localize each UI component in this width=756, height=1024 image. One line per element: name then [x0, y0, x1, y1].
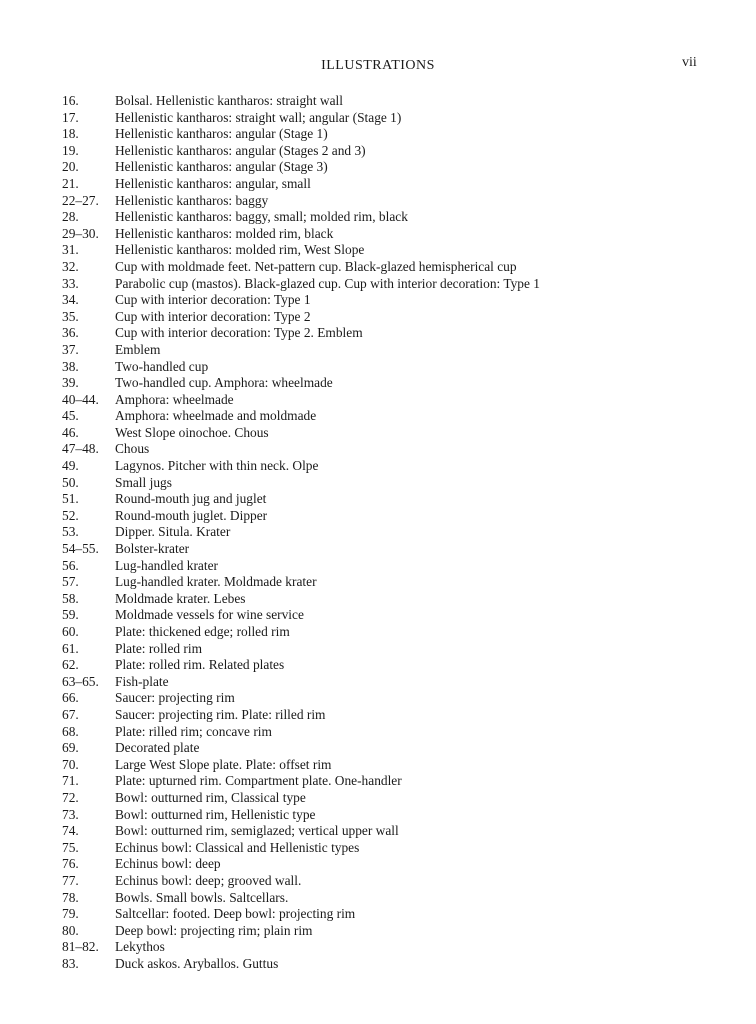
- list-item: [62, 790, 722, 807]
- figure-caption: Fish-plate: [115, 673, 169, 689]
- figure-caption: Lekythos: [115, 939, 165, 955]
- list-item: [62, 856, 722, 873]
- figure-caption: Hellenistic kantharos: angular (Stage 1): [115, 126, 328, 142]
- list-item: [62, 923, 722, 940]
- figure-number: 17.: [62, 109, 79, 125]
- figure-number: 21.: [62, 175, 79, 191]
- figure-number: 51.: [62, 491, 79, 507]
- figure-caption: Cup with interior decoration: Type 1: [115, 292, 311, 308]
- list-item: [62, 392, 722, 409]
- list-item: [62, 143, 722, 160]
- figure-caption: Two-handled cup. Amphora: wheelmade: [115, 375, 333, 391]
- figure-number: 22–27.: [62, 192, 99, 208]
- page-number: vii: [682, 55, 697, 70]
- figure-number: 80.: [62, 922, 79, 938]
- figure-number: 68.: [62, 723, 79, 739]
- list-item: [62, 93, 722, 110]
- figure-number: 78.: [62, 889, 79, 905]
- figure-number: 57.: [62, 574, 79, 590]
- figure-caption: Lagynos. Pitcher with thin neck. Olpe: [115, 458, 319, 474]
- figure-caption: Saucer: projecting rim: [115, 690, 235, 706]
- figure-number: 70.: [62, 756, 79, 772]
- figure-number: 67.: [62, 706, 79, 722]
- figure-caption: Round-mouth jug and juglet: [115, 491, 267, 507]
- figure-caption: Moldmade krater. Lebes: [115, 590, 246, 606]
- list-item: [62, 226, 722, 243]
- list-item: [62, 259, 722, 276]
- figure-number: 28.: [62, 209, 79, 225]
- figure-caption: Parabolic cup (mastos). Black-glazed cup. Cup with interior decoration: Type 1: [115, 275, 540, 291]
- figure-caption: Bolsal. Hellenistic kantharos: straight wall: [115, 93, 343, 108]
- list-item: [62, 574, 722, 591]
- list-item: [62, 375, 722, 392]
- figure-number: 52.: [62, 507, 79, 523]
- figure-number: 66.: [62, 690, 79, 706]
- figure-caption: Hellenistic kantharos: straight wall; angular (Stage 1): [115, 109, 402, 125]
- figure-caption: Bowl: outturned rim, Hellenistic type: [115, 806, 316, 822]
- list-item: [62, 740, 722, 757]
- list-item: [62, 342, 722, 359]
- figure-caption: West Slope oinochoe. Chous: [115, 424, 269, 440]
- list-item: [62, 126, 722, 143]
- figure-caption: Echinus bowl: Classical and Hellenistic types: [115, 839, 360, 855]
- figure-caption: Cup with moldmade feet. Net-pattern cup. Black-glazed hemispherical cup: [115, 258, 517, 274]
- figure-number: 62.: [62, 657, 79, 673]
- figure-caption: Hellenistic kantharos: molded rim, West Slope: [115, 242, 365, 258]
- list-item: [62, 906, 722, 923]
- figure-number: 31.: [62, 242, 79, 258]
- figure-caption: Hellenistic kantharos: angular (Stages 2 and 3): [115, 142, 366, 158]
- list-item: [62, 408, 722, 425]
- figure-caption: Dipper. Situla. Krater: [115, 524, 231, 540]
- list-item: [62, 641, 722, 658]
- figure-number: 53.: [62, 524, 79, 540]
- list-item: [62, 607, 722, 624]
- figure-number: 45.: [62, 408, 79, 424]
- figure-number: 74.: [62, 823, 79, 839]
- figure-number: 54–55.: [62, 541, 99, 557]
- figure-number: 16.: [62, 93, 79, 108]
- figure-caption: Plate: thickened edge; rolled rim: [115, 624, 290, 639]
- figure-number: 40–44.: [62, 391, 99, 407]
- figure-caption: Two-handled cup: [115, 358, 209, 374]
- figure-number: 81–82.: [62, 939, 99, 955]
- figure-number: 63–65.: [62, 673, 99, 689]
- figure-caption: Echinus bowl: deep; grooved wall.: [115, 872, 302, 888]
- figure-caption: Lug-handled krater: [115, 557, 218, 573]
- figure-number: 50.: [62, 474, 79, 490]
- list-item: [62, 674, 722, 691]
- illustrations-list: [62, 93, 722, 972]
- figure-number: 79.: [62, 906, 79, 922]
- figure-caption: Emblem: [115, 341, 161, 357]
- figure-number: 49.: [62, 458, 79, 474]
- list-item: [62, 524, 722, 541]
- figure-caption: Saltcellar: footed. Deep bowl: projecting rim: [115, 906, 356, 922]
- list-item: [62, 807, 722, 824]
- list-item: [62, 325, 722, 342]
- figure-caption: Echinus bowl: deep: [115, 856, 221, 872]
- figure-number: 36.: [62, 325, 79, 341]
- figure-number: 72.: [62, 789, 79, 805]
- figure-caption: Saucer: projecting rim. Plate: rilled rim: [115, 706, 326, 722]
- figure-number: 20.: [62, 159, 79, 175]
- figure-caption: Bowls. Small bowls. Saltcellars.: [115, 889, 289, 905]
- figure-caption: Plate: rolled rim: [115, 640, 203, 656]
- figure-number: 59.: [62, 607, 79, 623]
- figure-caption: Large West Slope plate. Plate: offset rim: [115, 756, 332, 772]
- figure-number: 77.: [62, 872, 79, 888]
- list-item: [62, 657, 722, 674]
- figure-caption: Amphora: wheelmade and moldmade: [115, 408, 317, 424]
- figure-number: 76.: [62, 856, 79, 872]
- figure-number: 56.: [62, 557, 79, 573]
- figure-number: 18.: [62, 126, 79, 142]
- figure-number: 19.: [62, 142, 79, 158]
- figure-number: 34.: [62, 292, 79, 308]
- figure-number: 73.: [62, 806, 79, 822]
- figure-caption: Cup with interior decoration: Type 2: [115, 308, 311, 324]
- figure-number: 83.: [62, 955, 79, 971]
- figure-caption: Bowl: outturned rim, Classical type: [115, 789, 306, 805]
- list-item: [62, 276, 722, 293]
- figure-number: 29–30.: [62, 225, 99, 241]
- list-item: [62, 176, 722, 193]
- figure-caption: Lug-handled krater. Moldmade krater: [115, 574, 317, 590]
- running-head: ILLUSTRATIONS: [321, 58, 435, 73]
- list-item: [62, 956, 722, 973]
- figure-caption: Plate: rilled rim; concave rim: [115, 723, 272, 739]
- list-item: [62, 110, 722, 127]
- list-item: [62, 458, 722, 475]
- figure-number: 69.: [62, 740, 79, 756]
- figure-number: 61.: [62, 640, 79, 656]
- list-item: [62, 541, 722, 558]
- list-item: [62, 491, 722, 508]
- figure-number: 60.: [62, 624, 79, 639]
- list-item: [62, 508, 722, 525]
- list-item: [62, 441, 722, 458]
- list-item: [62, 558, 722, 575]
- figure-caption: Hellenistic kantharos: angular (Stage 3): [115, 159, 328, 175]
- list-item: [62, 193, 722, 210]
- list-item: [62, 159, 722, 176]
- figure-caption: Moldmade vessels for wine service: [115, 607, 304, 623]
- list-item: [62, 591, 722, 608]
- figure-number: 71.: [62, 773, 79, 789]
- list-item: [62, 359, 722, 376]
- figure-number: 47–48.: [62, 441, 99, 457]
- figure-caption: Hellenistic kantharos: baggy: [115, 192, 269, 208]
- list-item: [62, 242, 722, 259]
- figure-caption: Round-mouth juglet. Dipper: [115, 507, 268, 523]
- figure-caption: Bowl: outturned rim, semiglazed; vertical upper wall: [115, 823, 399, 839]
- figure-number: 75.: [62, 839, 79, 855]
- figure-caption: Duck askos. Aryballos. Guttus: [115, 955, 279, 971]
- figure-number: 37.: [62, 341, 79, 357]
- figure-caption: Hellenistic kantharos: angular, small: [115, 175, 311, 191]
- figure-caption: Small jugs: [115, 474, 172, 490]
- figure-caption: Chous: [115, 441, 150, 457]
- list-item: [62, 873, 722, 890]
- figure-number: 35.: [62, 308, 79, 324]
- list-item: [62, 209, 722, 226]
- figure-caption: Amphora: wheelmade: [115, 391, 234, 407]
- list-item: [62, 890, 722, 907]
- list-item: [62, 309, 722, 326]
- list-item: [62, 773, 722, 790]
- figure-number: 39.: [62, 375, 79, 391]
- list-item: [62, 757, 722, 774]
- figure-caption: Hellenistic kantharos: baggy, small; molded rim, black: [115, 209, 408, 225]
- list-item: [62, 823, 722, 840]
- figure-caption: Plate: upturned rim. Compartment plate. One-handler: [115, 773, 402, 789]
- figure-number: 58.: [62, 590, 79, 606]
- figure-number: 33.: [62, 275, 79, 291]
- list-item: [62, 939, 722, 956]
- figure-number: 46.: [62, 424, 79, 440]
- list-item: [62, 690, 722, 707]
- figure-caption: Decorated plate: [115, 740, 200, 756]
- list-item: [62, 707, 722, 724]
- figure-caption: Bolster-krater: [115, 541, 190, 557]
- figure-number: 32.: [62, 258, 79, 274]
- figure-caption: Plate: rolled rim. Related plates: [115, 657, 285, 673]
- list-item: [62, 624, 722, 641]
- figure-number: 38.: [62, 358, 79, 374]
- figure-caption: Hellenistic kantharos: molded rim, black: [115, 225, 334, 241]
- figure-caption: Cup with interior decoration: Type 2. Emblem: [115, 325, 363, 341]
- list-item: [62, 724, 722, 741]
- list-item: [62, 475, 722, 492]
- list-item: [62, 292, 722, 309]
- figure-caption: Deep bowl: projecting rim; plain rim: [115, 922, 313, 938]
- list-item: [62, 840, 722, 857]
- list-item: [62, 425, 722, 442]
